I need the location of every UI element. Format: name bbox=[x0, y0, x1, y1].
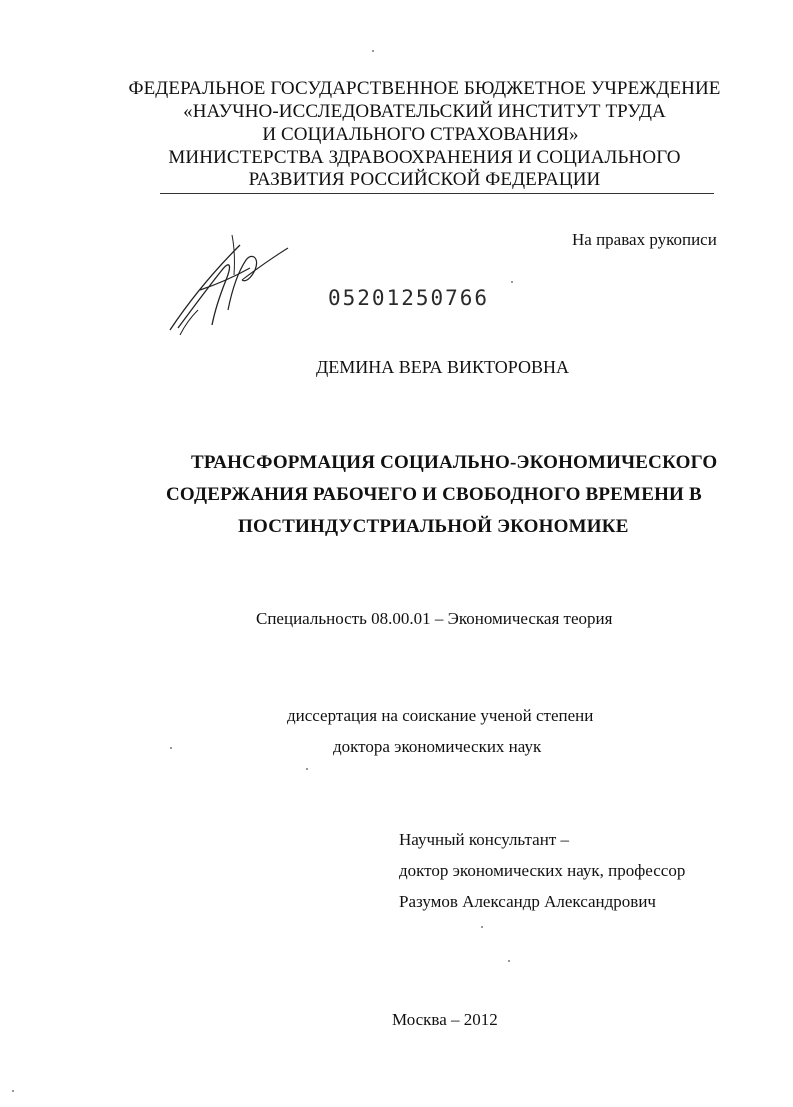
header-divider bbox=[160, 193, 714, 194]
title-line-1: ТРАНСФОРМАЦИЯ СОЦИАЛЬНО-ЭКОНОМИЧЕСКОГО bbox=[191, 452, 718, 473]
city-year: Москва – 2012 bbox=[392, 1010, 498, 1029]
author-name: ДЕМИНА ВЕРА ВИКТОРОВНА bbox=[316, 357, 569, 377]
advisor-role: Научный консультант – bbox=[399, 830, 569, 849]
advisor-name: Разумов Александр Александрович bbox=[399, 892, 656, 911]
org-line-3: И СОЦИАЛЬНОГО СТРАХОВАНИЯ» bbox=[262, 124, 579, 145]
specialty: Специальность 08.00.01 – Экономическая теория bbox=[256, 609, 613, 628]
inventory-number: 05201250766 bbox=[328, 286, 490, 310]
title-line-3: ПОСТИНДУСТРИАЛЬНОЙ ЭКОНОМИКЕ bbox=[238, 516, 629, 537]
degree-line-1: диссертация на соискание ученой степени bbox=[287, 706, 594, 725]
scan-speck bbox=[372, 50, 374, 52]
manuscript-note: На правах рукописи bbox=[572, 230, 717, 249]
scan-speck bbox=[508, 960, 510, 962]
scan-speck bbox=[511, 281, 513, 283]
scan-speck bbox=[306, 768, 308, 770]
title-line-2: СОДЕРЖАНИЯ РАБОЧЕГО И СВОБОДНОГО ВРЕМЕНИ В bbox=[166, 484, 702, 505]
scan-speck bbox=[12, 1090, 14, 1092]
scan-speck bbox=[170, 747, 172, 749]
org-line-5: РАЗВИТИЯ РОССИЙСКОЙ ФЕДЕРАЦИИ bbox=[248, 169, 601, 190]
degree-line-2: доктора экономических наук bbox=[333, 737, 542, 756]
advisor-credentials: доктор экономических наук, профессор bbox=[399, 861, 686, 880]
scan-speck bbox=[481, 926, 483, 928]
org-line-2: «НАУЧНО-ИССЛЕДОВАТЕЛЬСКИЙ ИНСТИТУТ ТРУДА bbox=[183, 101, 666, 122]
signature-icon bbox=[160, 230, 300, 340]
org-line-1: ФЕДЕРАЛЬНОЕ ГОСУДАРСТВЕННОЕ БЮДЖЕТНОЕ УЧРЕЖДЕНИЕ bbox=[128, 78, 721, 99]
org-line-4: МИНИСТЕРСТВА ЗДРАВООХРАНЕНИЯ И СОЦИАЛЬНОГО bbox=[168, 147, 681, 168]
